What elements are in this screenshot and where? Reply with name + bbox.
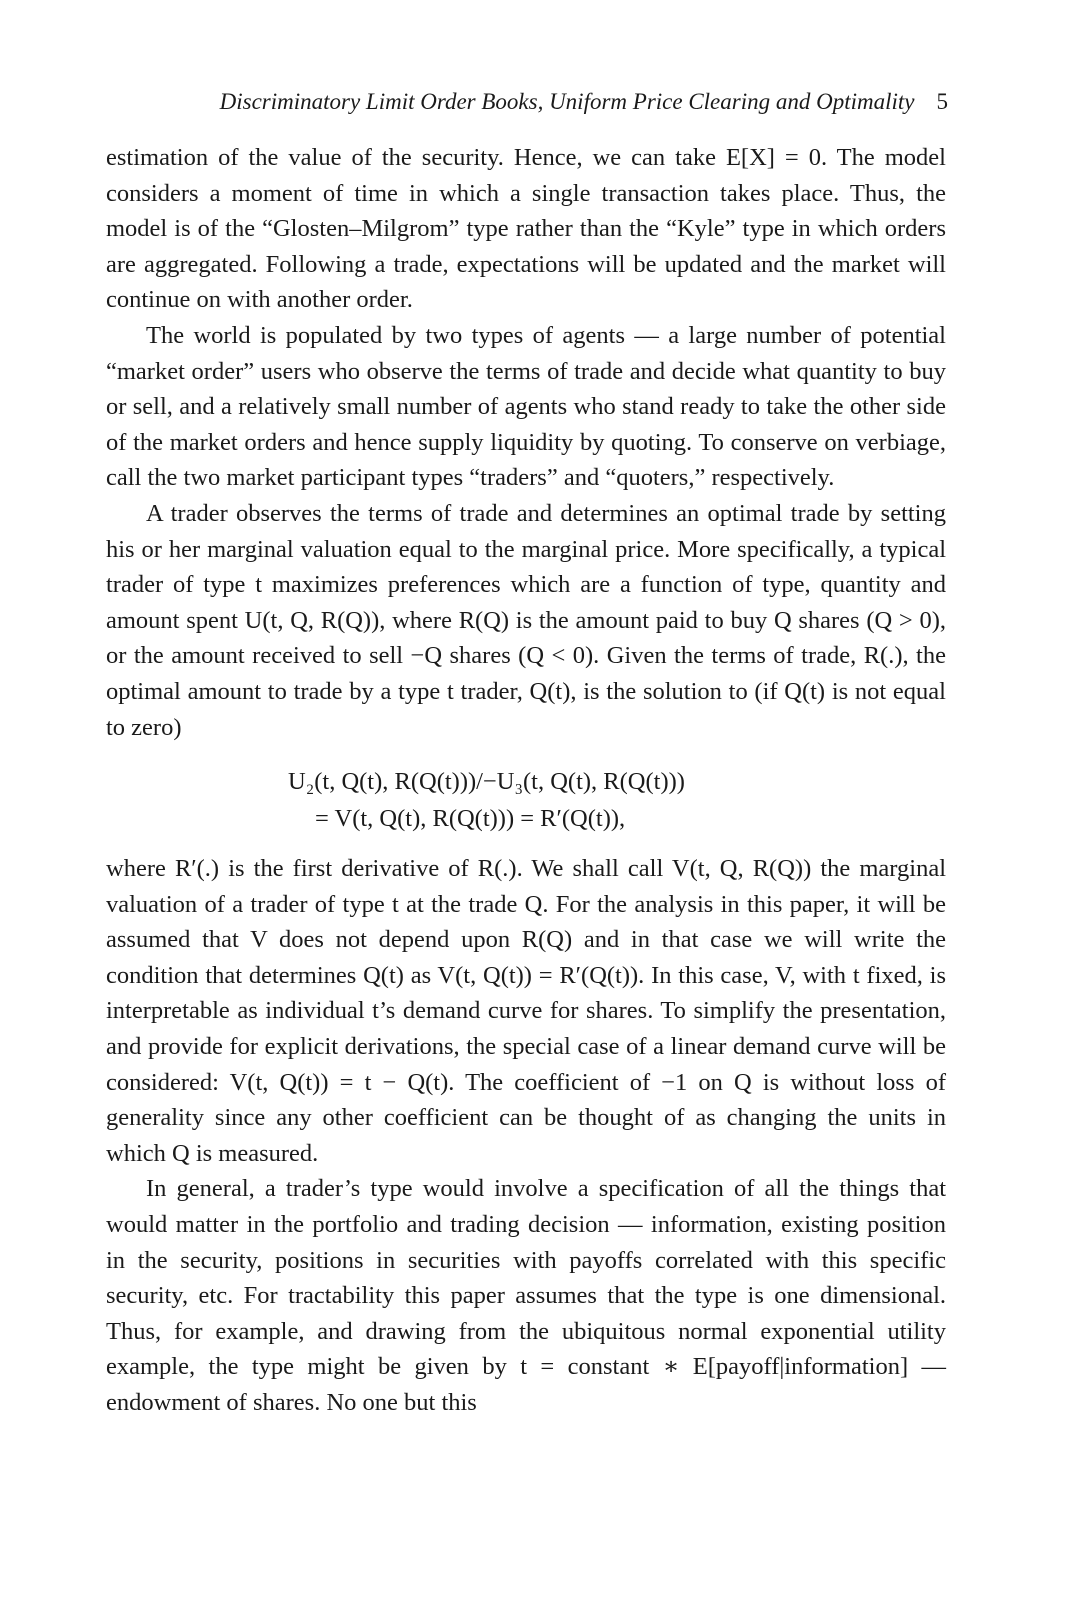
equation-line-2: = V(t, Q(t), R(Q(t))) = R′(Q(t)), [315,805,626,833]
paragraph-5: In general, a trader’s type would involve a specification of all the things that would matter in the portfolio and trading decision — information, existing position in the security, positions in securities with payoffs correlated with this specific security, etc. For tractability this paper assumes that the type is one dimensional. Thus, for example, and drawing from the ubiquitous normal exponential utility example, the type might be given by t = constant ∗ E[payoff|information] — endowment of shares. No one but this [106,1175,946,1416]
paragraph-2: The world is populated by two types of agents — a large number of potential “market order” users who observe the terms of trade and decide what quantity to buy or sell, and a relatively small number of agents who stand ready to take the other side of the market orders and hence supply liquidity by quoting. To conserve on verbiage, call the two market participant types “traders” and “quoters,” respectively. [106,321,946,492]
paragraph-3: A trader observes the terms of trade and determines an optimal trade by setting his or her marginal valuation equal to the marginal price. More specifically, a typical trader of type t maximizes preferences which are a function of type, quantity and amount spent U(t, Q, R(Q)), where R(Q) is the amount paid to buy Q shares (Q > 0), or the amount received to sell −Q shares (Q < 0). Given the terms of trade, R(.), the optimal amount to trade by a type t trader, Q(t), is the solution to (if Q(t) is not equal to zero) [106,499,946,741]
running-head [106,82,946,122]
paragraph-4: where R′(.) is the first derivative of R(.). We shall call V(t, Q, R(Q)) the marginal valuation of a trader of type t at the trade Q. For the analysis in this paper, it will be assumed that V does not depend upon R(Q) and in that case we will write the condition that determines Q(t) as V(t, Q(t)) = R′(Q(t)). In this case, V, with t fixed, is interpretable as individual t’s demand curve for shares. To simplify the presentation, and provide for explicit derivations, the special case of a linear demand curve will be considered: V(t, Q(t)) = t − Q(t). The coefficient of −1 on Q is without loss of generality since any other coefficient can be thought of as changing the units in which Q is measured. [106,855,946,1167]
paragraph-1: estimation of the value of the security. Hence, we can take E[X] = 0. The model considers a moment of time in which a single transaction takes place. Thus, the model is of the “Glosten–Milgrom” type rather than the “Kyle” type in which orders are aggregated. Following a trade, expectations will be updated and the market will continue on with another order. [106,144,946,314]
equation-block [106,763,946,837]
running-head-title: Discriminatory Limit Order Books, Uniform Price Clearing and Optimality [219,89,915,114]
page [106,82,946,1421]
page-number: 5 [936,89,948,114]
equation-line-1: U₂(t, Q(t), R(Q(t)))/−U₃(t, Q(t), R(Q(t))) [288,768,685,796]
